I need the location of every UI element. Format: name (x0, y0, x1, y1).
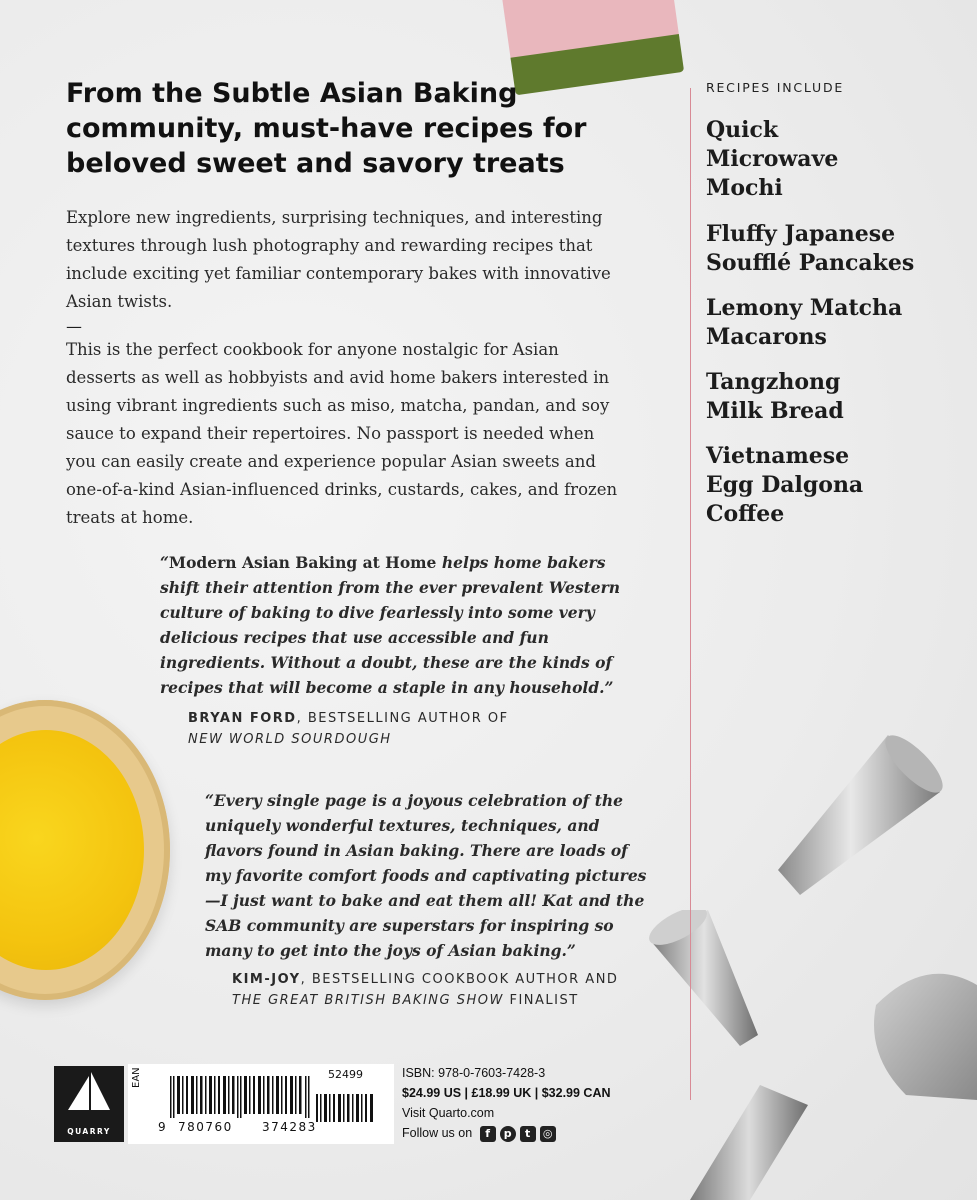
facebook-icon[interactable]: f (480, 1126, 496, 1142)
publisher-name: QUARRY (67, 1127, 111, 1136)
testimonial-quote (160, 550, 630, 700)
publisher-logo (54, 1066, 124, 1142)
recipe-item: Tangzhong Milk Bread (706, 369, 844, 424)
recipe-item: Vietnamese Egg Dalgona Coffee (706, 443, 864, 527)
headline: From the Subtle Asian Baking community, must-have recipes for beloved sweet and savory treats (66, 78, 587, 179)
barcode-icon (170, 1076, 310, 1118)
follow-row (402, 1123, 611, 1143)
intro-paragraph: Explore new ingredients, surprising techniques, and interesting textures through lush photography and rewarding recipes that include exciting yet familiar contemporary bakes with innovative Asian twists. (66, 208, 611, 311)
quote-text: helps home bakers shift their attention from the ever prevalent Western culture of baking to dive fearlessly into some very delicious recipes that use accessible and fun ingredients. Without a doubt, these are the kinds of recipes that will become a staple in any household.” (160, 553, 621, 697)
author-name: BRYAN FORD (188, 711, 297, 726)
recipe-item: Fluffy Japanese Soufflé Pancakes (706, 221, 915, 276)
author-role: , BESTSELLING AUTHOR OF (296, 711, 509, 726)
piping-tip-photo (866, 965, 977, 1100)
quote-open-mark: “ (160, 553, 169, 572)
book-info (402, 1063, 611, 1143)
author-work: NEW WORLD SOURDOUGH (188, 732, 392, 747)
piping-tip-photo (648, 910, 763, 1050)
barcode-group: 374283 (262, 1120, 317, 1134)
sidebar-title: RECIPES INCLUDE (706, 80, 845, 95)
sailboat-icon (54, 1066, 124, 1126)
social-icons (480, 1126, 556, 1142)
author-role: , BESTSELLING COOKBOOK AUTHOR AND (300, 972, 619, 987)
follow-label: Follow us on (402, 1126, 473, 1140)
author-role-suffix: FINALIST (503, 993, 579, 1008)
barcode-addon-number: 52499 (328, 1068, 363, 1081)
twitter-icon[interactable]: t (520, 1126, 536, 1142)
book-title: Modern Asian Baking at Home (168, 553, 437, 572)
recipe-item: Lemony Matcha Macarons (706, 295, 903, 350)
barcode-group: 780760 (178, 1120, 233, 1134)
testimonial-attribution (232, 969, 618, 1011)
piping-tip-photo (770, 730, 945, 905)
recipe-item: Quick Microwave Mochi (706, 117, 839, 201)
barcode-lead-digit: 9 (158, 1120, 166, 1134)
egg-tart-photo (0, 700, 170, 1000)
testimonial-quote: “Every single page is a joyous celebration of the uniquely wonderful textures, techniques, and flavors found in Asian baking. There are loads of my favorite comfort foods and captivating pictures—I just want to bake and eat them all! Kat and the SAB community are superstars for inspiring so many to get into the joys of Asian baking.” (205, 791, 647, 960)
testimonial-attribution (188, 708, 509, 750)
section-divider: — (66, 317, 82, 336)
instagram-icon[interactable]: ◎ (540, 1126, 556, 1142)
sidebar-divider (690, 88, 691, 1100)
isbn: ISBN: 978-0-7603-7428-3 (402, 1066, 546, 1080)
description-paragraph: This is the perfect cookbook for anyone nostalgic for Asian desserts as well as hobbyists and avid home bakers interested in using vibrant ingredients such as miso, matcha, pandan, and soy sauce to expand their repertoires. No passport is needed when you can easily create and experience popular Asian sweets and one-of-a-kind Asian-influenced drinks, custards, cakes, and frozen treats at home. (66, 340, 618, 527)
website-link[interactable]: Visit Quarto.com (402, 1106, 495, 1120)
barcode-addon-icon (316, 1094, 374, 1122)
piping-tip-photo (690, 1085, 810, 1200)
pinterest-icon[interactable]: p (500, 1126, 516, 1142)
ean-label: EAN (131, 1067, 142, 1088)
egg-tart-filling (0, 730, 144, 970)
author-name: KIM-JOY (232, 972, 301, 987)
author-work: THE GREAT BRITISH BAKING SHOW (232, 993, 504, 1008)
price: $24.99 US | £18.99 UK | $32.99 CAN (402, 1086, 611, 1100)
